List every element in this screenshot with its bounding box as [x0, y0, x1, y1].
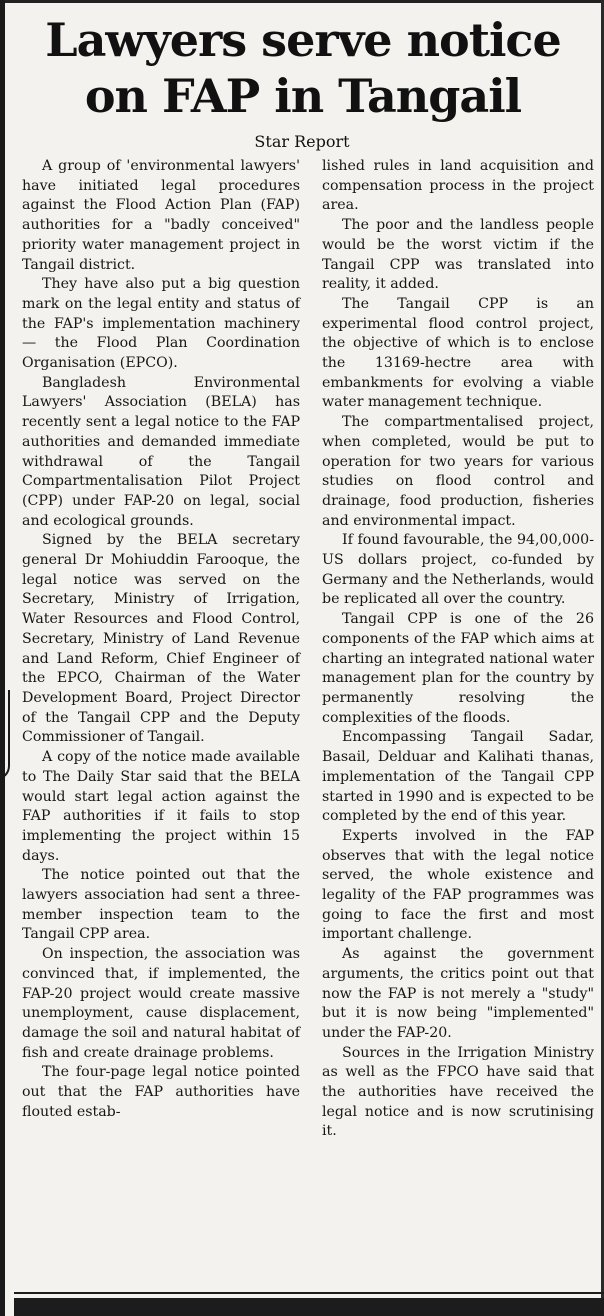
byline: Star Report	[254, 132, 350, 151]
headline-line-1: Lawyers serve notice	[45, 13, 561, 67]
clipping-top-edge	[0, 0, 604, 3]
article-column-left	[22, 157, 300, 1122]
paragraph: Signed by the BELA secretary general Dr Mohiuddin Farooque, the legal notice was served on the Secretary, Ministry of Irrigation, Water Resources and Flood Control, Secretary, Ministry of Land Revenue and Land Reform, Chief Engineer of the EPCO, Chairman of the Water Development Board, Project Director of the Tangail CPP and the Deputy Commissioner of Tangail.	[22, 532, 300, 746]
paragraph: They have also put a big question mark on the legal entity and status of the FAP's implementation machinery — the Flood Plan Coordination Organisation (EPCO).	[22, 276, 300, 372]
paragraph-continuation: lished rules in land acquisition and compensation process in the project area.	[322, 158, 594, 214]
headline-line-2: on FAP in Tangail	[84, 69, 522, 123]
paragraph: The compartmentalised project, when completed, would be put to operation for two years for various studies on flood control and drainage, food production, fisheries and environmental impact.	[322, 414, 594, 529]
paragraph: The poor and the landless people would be the worst victim if the Tangail CPP was translated into reality, it added.	[322, 217, 594, 293]
paragraph: A copy of the notice made available to The Daily Star said that the BELA would start legal action against the FAP authorities if it fails to stop implementing the project within 15 days.	[22, 749, 300, 864]
headline	[8, 12, 598, 124]
paragraph: A group of 'environmental lawyers' have initiated legal procedures against the Flood Action Plan (FAP) authorities for a "badly conceived" priority water management project in Tangail district.	[22, 158, 300, 273]
paragraph: On inspection, the association was convinced that, if implemented, the FAP-20 project would create massive unemployment, cause displacement, damage the soil and natural habitat of fish and create drainage problems.	[22, 946, 300, 1061]
paragraph: Bangladesh Environmental Lawyers' Association (BELA) has recently sent a legal notice to the FAP authorities and demanded immediate withdrawal of the Tangail Compartmentalisation Pilot Project (CPP) under FAP-20 on legal, social and ecological grounds.	[22, 374, 300, 529]
paragraph: As against the government arguments, the critics point out that now the FAP is not merely a "study" but it is now being "implemented" under the FAP-20.	[322, 946, 594, 1041]
paragraph: The Tangail CPP is an experimental flood control project, the objective of which is to enclose the 13169-hectre area with embankments for evolving a viable water management technique.	[322, 295, 594, 411]
column-bracket-mark	[0, 690, 10, 780]
paragraph: The four-page legal notice pointed out that the FAP authorities have flouted estab-	[22, 1064, 300, 1120]
article-column-right	[322, 157, 594, 1142]
paragraph: Tangail CPP is one of the 26 components of the FAP which aims at charting an integrated national water management plan for the country by permanently resolving the complexities of the floods.	[322, 611, 594, 726]
bottom-rule	[14, 1298, 604, 1316]
clipping-left-edge	[0, 0, 5, 1316]
paragraph: Encompassing Tangail Sadar, Basail, Delduar and Kalihati thanas, implementation of the Tangail CPP started in 1990 and is expected to be completed by the end of this year.	[322, 729, 594, 825]
paragraph: The notice pointed out that the lawyers association had sent a three-member inspection team to the Tangail CPP area.	[22, 867, 300, 943]
paragraph: Experts involved in the FAP observes that with the legal notice served, the whole existence and legality of the FAP programmes was going to face the first and most important challenge.	[322, 827, 594, 943]
paragraph: If found favourable, the 94,00,000-US dollars project, co-funded by Germany and the Netherlands, would be replicated all over the country.	[322, 532, 594, 608]
paragraph: Sources in the Irrigation Ministry as well as the FPCO have said that the authorities have received the legal notice and is now scrutinising it.	[322, 1044, 594, 1140]
